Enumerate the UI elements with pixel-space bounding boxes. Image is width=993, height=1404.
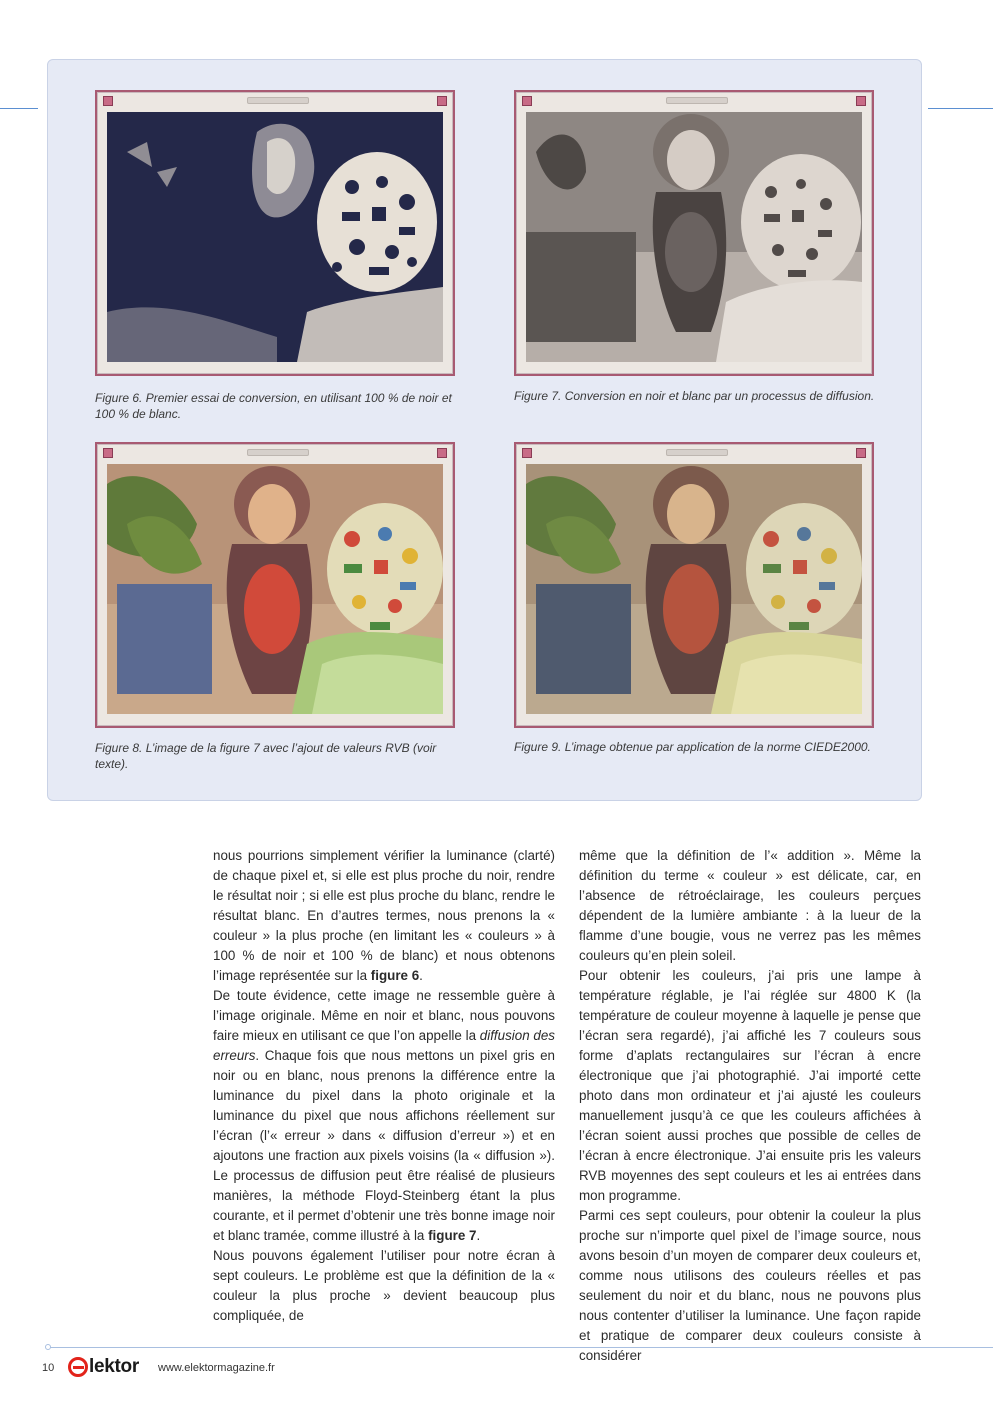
paragraph: même que la définition de l’« addition ». Même la définition du terme « couleur » est délicate, car, en l’absence de rétroéclairage, les couleurs perçues dépendent de la lumière ambiante : à la lueur de la flamme d’une bougie, vous ne verrez pas les mêmes couleurs qu’en plein soleil. (579, 848, 921, 963)
logo-text: lektor (89, 1356, 139, 1377)
screen-corner-left (522, 448, 532, 458)
emphasis-term: diffusion des erreurs (213, 1028, 555, 1063)
screen-corner-left (103, 448, 113, 458)
figure-9-eink-screen (514, 442, 874, 728)
screen-corner-right (856, 96, 866, 106)
figure-8-image (107, 464, 443, 714)
elektor-logo (68, 1356, 139, 1378)
paragraph: Pour obtenir les couleurs, j’ai pris une lampe à température réglable, je l’ai réglée sur 4800 K (la température de couleur moyenne à laquelle je pense que l’écran sera regardé), j’ai affiché les 7 couleurs sous forme d’aplats rectangulaires sur l’écran à encre électronique que j’ai photographié. J’ai importé cette photo dans mon ordinateur et j’ai ajusté les couleurs manuellement jusqu’à ce que les couleurs affichées à l’écran soient aussi proches que possible de celles de l’écran à encre électronique. J’ai ensuite pris les valeurs RVB moyennes des sept couleurs et les ai entrées dans mon programme. (579, 968, 921, 1203)
paragraph: nous pourrions simplement vérifier la luminance (clarté) de chaque pixel et, si elle est plus proche du noir, rendre le résultat noir ; si elle est plus proche du blanc, rendre le résultat blanc. En d’autres termes, nous prenons la « couleur » la plus proche (en limitant les « couleurs » à 100 % de noir et 100 % de blanc) et nous obtenons l’image représentée sur la figure 6. (213, 848, 555, 983)
screen-slot (247, 449, 309, 456)
footer-rule (48, 1347, 993, 1348)
screen-slot (666, 449, 728, 456)
screen-corner-left (103, 96, 113, 106)
screen-corner-right (856, 448, 866, 458)
screen-corner-left (522, 96, 532, 106)
figure-panel (47, 59, 922, 801)
screen-slot (666, 97, 728, 104)
screen-corner-right (437, 448, 447, 458)
figure-reference: figure 6 (370, 968, 420, 983)
figure-7-caption: Figure 7. Conversion en noir et blanc par un processus de diffusion. (514, 389, 875, 403)
screen-slot (247, 97, 309, 104)
footer-dot (45, 1344, 51, 1350)
paragraph: Parmi ces sept couleurs, pour obtenir la couleur la plus proche sur n’importe quel pixel de l’image source, nous avons besoin d’un moyen de comparer deux couleurs et, comme nous utilisons des couleurs réelles et pas seulement du noir et du blanc, nous ne pouvons plus nous contenter d’utiliser la luminance. Une façon rapide et pratique de comparer deux couleurs consiste à considérer (579, 1208, 921, 1363)
figure-6-image (107, 112, 443, 362)
figure-9-image (526, 464, 862, 714)
logo-e-icon (68, 1357, 88, 1377)
site-url: www.elektormagazine.fr (158, 1362, 275, 1374)
figure-reference: figure 7 (428, 1228, 477, 1243)
figure-9-caption: Figure 9. L’image obtenue par application de la norme CIEDE2000. (514, 740, 871, 754)
article-column-right (579, 846, 921, 1366)
figure-7-image (526, 112, 862, 362)
screen-corner-right (437, 96, 447, 106)
page-number: 10 (42, 1362, 55, 1374)
header-rule-left (0, 108, 38, 109)
figure-8-caption: Figure 8. L’image de la figure 7 avec l’ajout de valeurs RVB (voir texte). (95, 741, 437, 771)
figure-6-caption: Figure 6. Premier essai de conversion, en utilisant 100 % de noir et 100 % de blanc. (95, 391, 452, 421)
article-column-left (213, 846, 555, 1326)
figure-7-eink-screen (514, 90, 874, 376)
figure-8-eink-screen (95, 442, 455, 728)
paragraph: De toute évidence, cette image ne ressemble guère à l’image originale. Même en noir et blanc, nous pouvons faire mieux en utilisant ce que l’on appelle la diffusion des erreurs. Chaque fois que nous mettons un pixel gris en noir ou en blanc, nous prenons la différence entre la luminance du pixel dans la photo originale et la luminance du pixel que nous affichons réellement sur l’écran (l’« erreur » dans « diffusion d’erreur ») et en ajoutons une fraction aux pixels voisins (la « diffusion »). Le processus de diffusion peut être réalisé de plusieurs manières, la méthode Floyd-Steinberg étant la plus courante, et il permet d’obtenir une très bonne image noir et blanc tramée, comme illustré à la figure 7. (213, 988, 555, 1243)
figure-6-eink-screen (95, 90, 455, 376)
paragraph: Nous pouvons également l’utiliser pour notre écran à sept couleurs. Le problème est que la définition de la « couleur la plus proche » devient beaucoup plus compliquée, de (213, 1248, 555, 1323)
header-rule-right (928, 108, 993, 109)
